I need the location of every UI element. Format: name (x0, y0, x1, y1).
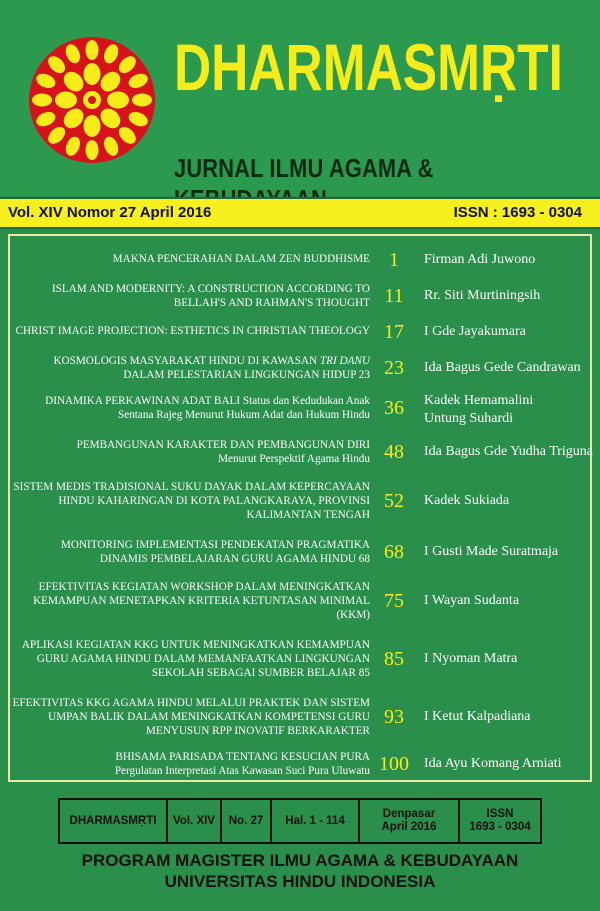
citation-number: No. 27 (222, 800, 272, 842)
toc-title-line: DINAMIKA PERKAWINAN ADAT BALI Status dan Kedudukan Anak (45, 395, 370, 407)
toc-author (424, 443, 593, 461)
toc-author-name: Firman Adi Juwono (424, 252, 536, 267)
toc-author (424, 650, 517, 668)
journal-name: DHARMASMṚTI (174, 30, 563, 104)
publisher-university: UNIVERSITAS HINDU INDONESIA (164, 872, 436, 891)
toc-title-line: GURU AGAMA HINDU DALAM MEMANFAATKAN LINGKUNGAN (36, 653, 370, 665)
toc-author-name: I Gusti Made Suratmaja (424, 544, 559, 559)
toc-title-line: (KKM) (336, 609, 370, 621)
citation-issn (460, 800, 540, 842)
toc-author-name: Kadek Sukiada (424, 493, 510, 508)
toc-author (424, 392, 533, 428)
toc-author-name: Untung Suhardi (424, 411, 514, 426)
toc-page-number: 68 (384, 541, 404, 563)
toc-title-line: ISLAM AND MODERNITY: A CONSTRUCTION ACCORDING TO (51, 283, 370, 295)
toc-title-line: Menurut Perspektif Agama Hindu (218, 453, 370, 465)
toc-page-number: 36 (384, 397, 404, 419)
citation-issn-label: ISSN (486, 808, 514, 820)
toc-entry-title (45, 394, 370, 422)
toc-title-line: Sentana Rajeg Menurut Hukum Adat dan Hukum Hindu (118, 409, 370, 421)
toc-title-line: HINDU KAHARINGAN DI KOTA PALANGKARAYA, PROVINSI (58, 495, 370, 507)
toc-page-number: 75 (384, 590, 404, 612)
toc-title-line: MONITORING IMPLEMENTASI PENDEKATAN PRAGMATIKA (60, 539, 370, 551)
citation-pages: Hal. 1 - 114 (272, 800, 360, 842)
toc-author (424, 359, 581, 377)
toc-title-line: SISTEM MEDIS TRADISIONAL SUKU DAYAK DALAM KEPERCAYAAN (13, 481, 370, 493)
toc-title-line: EFEKTIVITAS KKG AGAMA HINDU MELALUI PRAKTEK DAN SISTEM (12, 697, 370, 709)
citation-journal-name: DHARMASMṚTI (60, 800, 168, 842)
toc-title-line: KEMAMPUAN MENETAPKAN KRITERIA KETUNTASAN MINIMAL (33, 595, 370, 607)
toc-page-number: 48 (384, 441, 404, 463)
toc-title-line: BHISAMA PARISADA TENTANG KESUCIAN PURA (115, 751, 370, 763)
toc-entry-title (113, 252, 370, 266)
citation-issn-number: 1693 - 0304 (469, 821, 531, 833)
citation-place: Denpasar (382, 808, 436, 820)
toc-title-line: PEMBANGUNAN KARAKTER DAN PEMBANGUNAN DIRI (76, 439, 370, 451)
toc-entry-title (53, 354, 370, 382)
toc-author-name: Ida Bagus Gde Yudha Triguna (424, 444, 594, 459)
toc-author (424, 543, 558, 561)
toc-author-name: I Nyoman Matra (424, 651, 518, 666)
toc-page-number: 93 (384, 706, 404, 728)
citation-date: April 2016 (381, 821, 437, 833)
toc-page-number: 11 (384, 285, 404, 307)
journal-subtitle: JURNAL ILMU AGAMA & (174, 153, 434, 183)
toc-entry-title (33, 580, 370, 622)
citation-table (58, 798, 542, 844)
toc-title-line: CHRIST IMAGE PROJECTION: ESTHETICS IN CHRISTIAN THEOLOGY (15, 325, 370, 337)
toc-entry-title (61, 538, 370, 566)
toc-entry-title (16, 324, 370, 338)
toc-page-number: 85 (384, 648, 404, 670)
toc-author (424, 492, 509, 510)
issue-issn: ISSN : 1693 - 0304 (453, 204, 582, 221)
toc-author-name: I Gde Jayakumara (424, 324, 526, 339)
toc-title-line: EFEKTIVITAS KEGIATAN WORKSHOP DALAM MENINGKATKAN (38, 581, 370, 593)
issue-volume: Vol. XIV Nomor 27 April 2016 (8, 204, 212, 221)
toc-entry-title (13, 696, 370, 738)
toc-author (424, 755, 562, 773)
toc-title-line: MENYUSUN RPP INOVATIF BERKARAKTER (145, 725, 370, 737)
toc-author (424, 287, 540, 305)
toc-author-name: I Wayan Sudanta (424, 593, 520, 608)
toc-entry-title (77, 438, 370, 466)
publisher-program: PROGRAM MAGISTER ILMU AGAMA & KEBUDAYAAN (81, 851, 519, 870)
toc-title-line: DALAM PELESTARIAN LINGKUNGAN HIDUP 23 (123, 369, 370, 381)
toc-author-name: Ida Bagus Gede Candrawan (424, 360, 581, 375)
toc-author (424, 592, 519, 610)
toc-title-line: DINAMIS PEMBELAJARAN GURU AGAMA HINDU 68 (99, 553, 370, 565)
toc-page-number: 23 (384, 357, 404, 379)
toc-title-line: MAKNA PENCERAHAN DALAM ZEN BUDDHISME (112, 253, 370, 265)
toc-author-name: Kadek Hemamalini (424, 393, 534, 408)
table-of-contents (8, 234, 592, 782)
cover-header (0, 0, 600, 196)
toc-author-name: I Ketut Kalpadiana (424, 709, 531, 724)
citation-place-date (360, 800, 460, 842)
toc-author-name: Rr. Siti Murtiningsih (424, 288, 541, 303)
mandala-logo-icon (28, 36, 156, 164)
toc-title-line: BELLAH'S AND RAHMAN'S THOUGHT (173, 297, 370, 309)
toc-author-name: Ida Ayu Komang Arniati (424, 756, 562, 771)
toc-entry-title (22, 638, 370, 680)
toc-entry-title (52, 282, 370, 310)
toc-page-number: 52 (384, 490, 404, 512)
toc-author (424, 708, 531, 726)
toc-entry-title (13, 480, 370, 522)
toc-title-line: SEKOLAH SEBAGAI SUMBER BELAJAR 85 (151, 667, 370, 679)
citation-volume: Vol. XIV (168, 800, 222, 842)
toc-title-line: APLIKASI KEGIATAN KKG UNTUK MENINGKATKAN KEMAMPUAN (21, 639, 370, 651)
issue-bar (0, 197, 600, 229)
toc-title-line: UMPAN BALIK DALAM MENINGKATKAN KOMPETENSI GURU (48, 711, 370, 723)
toc-page-number: 17 (384, 321, 404, 343)
toc-page-number: 1 (389, 249, 399, 271)
toc-title-line: KALIMANTAN TENGAH (246, 509, 370, 521)
toc-page-number: 100 (379, 753, 409, 775)
toc-entry-title (115, 750, 370, 778)
toc-author (424, 251, 535, 269)
toc-title-line: Pergulatan Interpretasi Atas Kawasan Suci Pura Uluwatu (114, 765, 370, 777)
toc-title-line: KOSMOLOGIS MASYARAKAT HINDU DI KAWASAN TRI DANU (53, 355, 370, 367)
toc-author (424, 323, 526, 341)
